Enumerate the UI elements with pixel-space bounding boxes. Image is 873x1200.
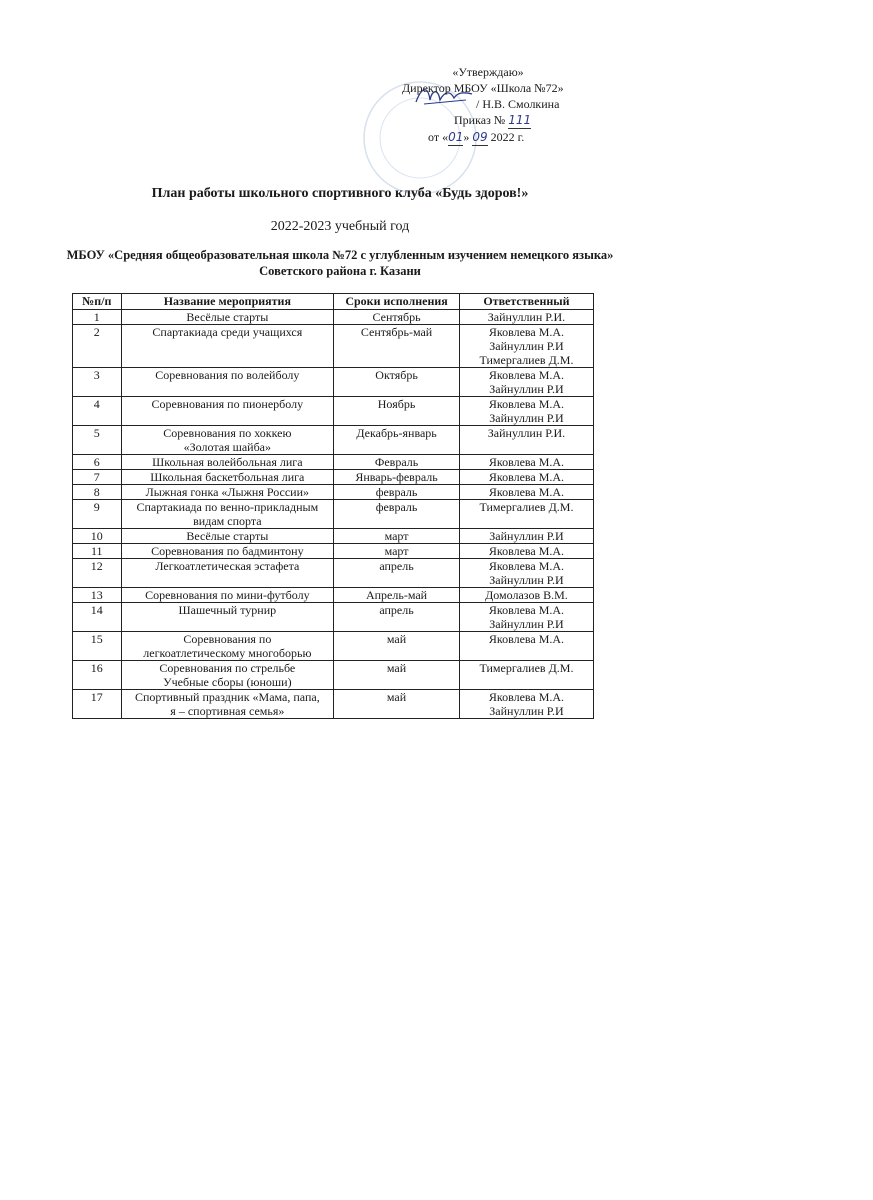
date-prefix: от « [428, 130, 449, 144]
cell-number: 6 [73, 455, 122, 470]
school-name: МБОУ «Средняя общеобразовательная школа №72 с углубленным изучением немецкого языка» Советского района г. Казани [66, 248, 614, 278]
cell-event: Весёлые старты [121, 310, 334, 325]
approval-date [388, 129, 588, 146]
table-row [73, 632, 594, 661]
cell-responsible: Яковлева М.А. [459, 455, 593, 470]
cell-event: Спартакиада по венно-прикладным видам спорта [121, 500, 334, 529]
header-responsible: Ответственный [459, 294, 593, 310]
cell-dates: Апрель-май [334, 588, 460, 603]
cell-number: 8 [73, 485, 122, 500]
table-row [73, 588, 594, 603]
cell-responsible: Яковлева М.А. [459, 470, 593, 485]
cell-number: 15 [73, 632, 122, 661]
cell-dates: Январь-февраль [334, 470, 460, 485]
table-row [73, 470, 594, 485]
academic-year: 2022-2023 учебный год [270, 219, 410, 234]
cell-event: Соревнования по бадминтону [121, 544, 334, 559]
cell-number: 13 [73, 588, 122, 603]
table-row [73, 310, 594, 325]
cell-responsible: Тимергалиев Д.М. [459, 661, 593, 690]
approval-block [388, 64, 588, 146]
table-row [73, 500, 594, 529]
header-dates: Сроки исполнения [334, 294, 460, 310]
cell-dates: Октябрь [334, 368, 460, 397]
cell-event: Соревнования по волейболу [121, 368, 334, 397]
cell-number: 17 [73, 690, 122, 719]
cell-event: Школьная баскетбольная лига [121, 470, 334, 485]
cell-responsible: Яковлева М.А. Зайнуллин Р.И [459, 690, 593, 719]
cell-number: 10 [73, 529, 122, 544]
date-year: 2022 г. [490, 130, 525, 144]
cell-number: 9 [73, 500, 122, 529]
cell-dates: Сентябрь-май [334, 325, 460, 368]
date-day: 01 [448, 130, 464, 144]
cell-dates: май [334, 632, 460, 661]
table-header-row [73, 294, 594, 310]
cell-responsible: Яковлева М.А. [459, 544, 593, 559]
cell-number: 7 [73, 470, 122, 485]
table-row [73, 325, 594, 368]
cell-dates: май [334, 661, 460, 690]
order-number: 111 [508, 113, 532, 127]
document-title: План работы школьного спортивного клуба «Будь здоров!» [151, 186, 529, 201]
cell-dates: Февраль [334, 455, 460, 470]
date-month: 09 [472, 130, 488, 144]
cell-responsible: Яковлева М.А. Зайнуллин Р.И Тимергалиев Д.М. [459, 325, 593, 368]
cell-number: 14 [73, 603, 122, 632]
table-row [73, 426, 594, 455]
table-row [73, 544, 594, 559]
cell-number: 12 [73, 559, 122, 588]
cell-dates: март [334, 544, 460, 559]
cell-event: Весёлые старты [121, 529, 334, 544]
header-number: №п/п [73, 294, 122, 310]
cell-event: Лыжная гонка «Лыжня России» [121, 485, 334, 500]
table-row [73, 485, 594, 500]
approval-order [388, 112, 588, 129]
cell-number: 4 [73, 397, 122, 426]
table-row [73, 397, 594, 426]
cell-responsible: Тимергалиев Д.М. [459, 500, 593, 529]
cell-event: Соревнования по хоккею «Золотая шайба» [121, 426, 334, 455]
cell-number: 11 [73, 544, 122, 559]
events-table [72, 293, 594, 719]
cell-number: 5 [73, 426, 122, 455]
cell-responsible: Яковлева М.А. Зайнуллин Р.И [459, 368, 593, 397]
table-row [73, 603, 594, 632]
table-row [73, 368, 594, 397]
cell-responsible: Зайнуллин Р.И [459, 529, 593, 544]
cell-event: Легкоатлетическая эстафета [121, 559, 334, 588]
cell-responsible: Яковлева М.А. Зайнуллин Р.И [459, 559, 593, 588]
cell-dates: апрель [334, 559, 460, 588]
cell-responsible: Яковлева М.А. [459, 485, 593, 500]
approval-name: / Н.В. Смолкина [476, 97, 560, 111]
cell-dates: Декабрь-январь [334, 426, 460, 455]
approval-heading: «Утверждаю» [452, 65, 524, 79]
cell-dates: апрель [334, 603, 460, 632]
cell-responsible: Яковлева М.А. Зайнуллин Р.И [459, 603, 593, 632]
cell-responsible: Зайнуллин Р.И. [459, 310, 593, 325]
cell-dates: май [334, 690, 460, 719]
cell-event: Соревнования по пионерболу [121, 397, 334, 426]
cell-dates: февраль [334, 500, 460, 529]
table-row [73, 661, 594, 690]
cell-responsible: Яковлева М.А. Зайнуллин Р.И [459, 397, 593, 426]
cell-responsible: Яковлева М.А. [459, 632, 593, 661]
cell-event: Соревнования по легкоатлетическому многоборью [121, 632, 334, 661]
table-row [73, 690, 594, 719]
cell-event: Спартакиада среди учащихся [121, 325, 334, 368]
cell-responsible: Домолазов В.М. [459, 588, 593, 603]
cell-event: Соревнования по стрельбе Учебные сборы (юноши) [121, 661, 334, 690]
cell-number: 3 [73, 368, 122, 397]
approval-director: Директор МБОУ «Школа №72» [402, 81, 564, 95]
cell-dates: Ноябрь [334, 397, 460, 426]
cell-dates: Сентябрь [334, 310, 460, 325]
cell-dates: февраль [334, 485, 460, 500]
cell-event: Школьная волейбольная лига [121, 455, 334, 470]
table-row [73, 455, 594, 470]
cell-number: 1 [73, 310, 122, 325]
order-prefix: Приказ № [454, 113, 506, 127]
table-row [73, 559, 594, 588]
cell-dates: март [334, 529, 460, 544]
cell-responsible: Зайнуллин Р.И. [459, 426, 593, 455]
cell-event: Спортивный праздник «Мама, папа, я – спортивная семья» [121, 690, 334, 719]
header-event: Название мероприятия [121, 294, 334, 310]
cell-event: Шашечный турнир [121, 603, 334, 632]
cell-event: Соревнования по мини-футболу [121, 588, 334, 603]
cell-number: 2 [73, 325, 122, 368]
cell-number: 16 [73, 661, 122, 690]
table-row [73, 529, 594, 544]
date-quote: » [463, 130, 470, 144]
